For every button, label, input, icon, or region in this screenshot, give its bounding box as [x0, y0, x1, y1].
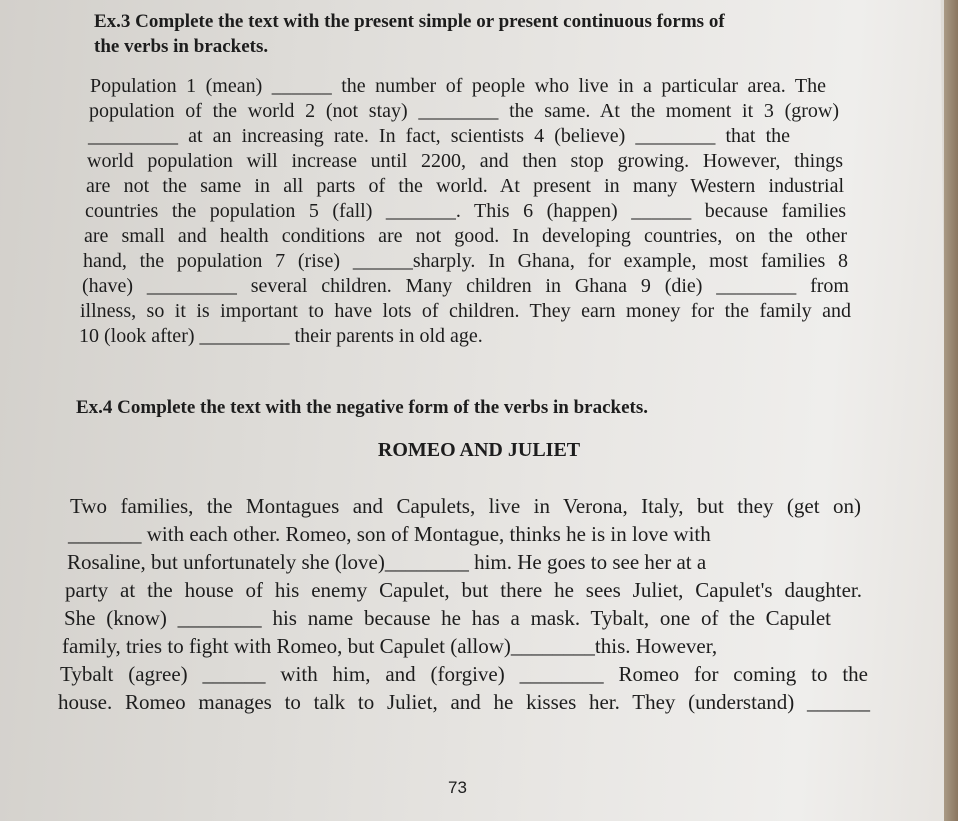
- ex3-line-8: hand, the population 7 (rise) ______sharply. In Ghana, for example, most families 8: [83, 250, 848, 272]
- ex3-line-2: population of the world 2 (not stay) ________ the same. At the moment it 3 (grow): [89, 100, 839, 122]
- ex4-line-3: Rosaline, but unfortunately she (love)________ him. He goes to see her at a: [67, 550, 707, 574]
- ex3-line-9: (have) _________ several children. Many children in Ghana 9 (die) ________ from: [82, 275, 849, 297]
- ex3-line-4: world population will increase until 2200, and then stop growing. However, things: [87, 150, 843, 172]
- ex3-line-5: are not the same in all parts of the world. At present in many Western industrial: [86, 175, 844, 197]
- ex3-line-3: _________ at an increasing rate. In fact, scientists 4 (believe) ________ that the: [88, 125, 790, 147]
- ex3-heading-line1: Ex.3 Complete the text with the present simple or present continuous forms of: [94, 11, 725, 32]
- ex4-line-2: _______ with each other. Romeo, son of Montague, thinks he is in love with: [68, 522, 711, 546]
- ex4-line-4: party at the house of his enemy Capulet, but there he sees Juliet, Capulet's daughter.: [65, 578, 862, 602]
- ex3-heading-line2: the verbs in brackets.: [94, 36, 269, 57]
- ex4-line-1: Two families, the Montagues and Capulets, live in Verona, Italy, but they (get on): [70, 494, 861, 518]
- ex3-line-7: are small and health conditions are not good. In developing countries, on the other: [84, 225, 847, 247]
- ex4-line-8: house. Romeo manages to talk to Juliet, and he kisses her. They (understand) ______: [58, 690, 870, 714]
- story-title: ROMEO AND JULIET: [377, 439, 581, 461]
- ex4-line-5: She (know) ________ his name because he has a mask. Tybalt, one of the Capulet: [64, 606, 831, 630]
- ex3-line-6: countries the population 5 (fall) _______. This 6 (happen) ______ because families: [85, 200, 846, 222]
- ex4-heading: Ex.4 Complete the text with the negative form of the verbs in brackets.: [76, 397, 649, 418]
- ex4-line-6: family, tries to fight with Romeo, but Capulet (allow)________this. However,: [62, 634, 718, 658]
- ex3-line-1: Population 1 (mean) ______ the number of people who live in a particular area. The: [90, 75, 826, 97]
- page-number: 73: [448, 778, 467, 797]
- ex4-line-7: Tybalt (agree) ______ with him, and (forgive) ________ Romeo for coming to the: [60, 662, 868, 686]
- ex3-line-10: illness, so it is important to have lots of children. They earn money for the family and: [80, 300, 851, 322]
- ex3-line-11: 10 (look after) _________ their parents in old age.: [79, 325, 483, 347]
